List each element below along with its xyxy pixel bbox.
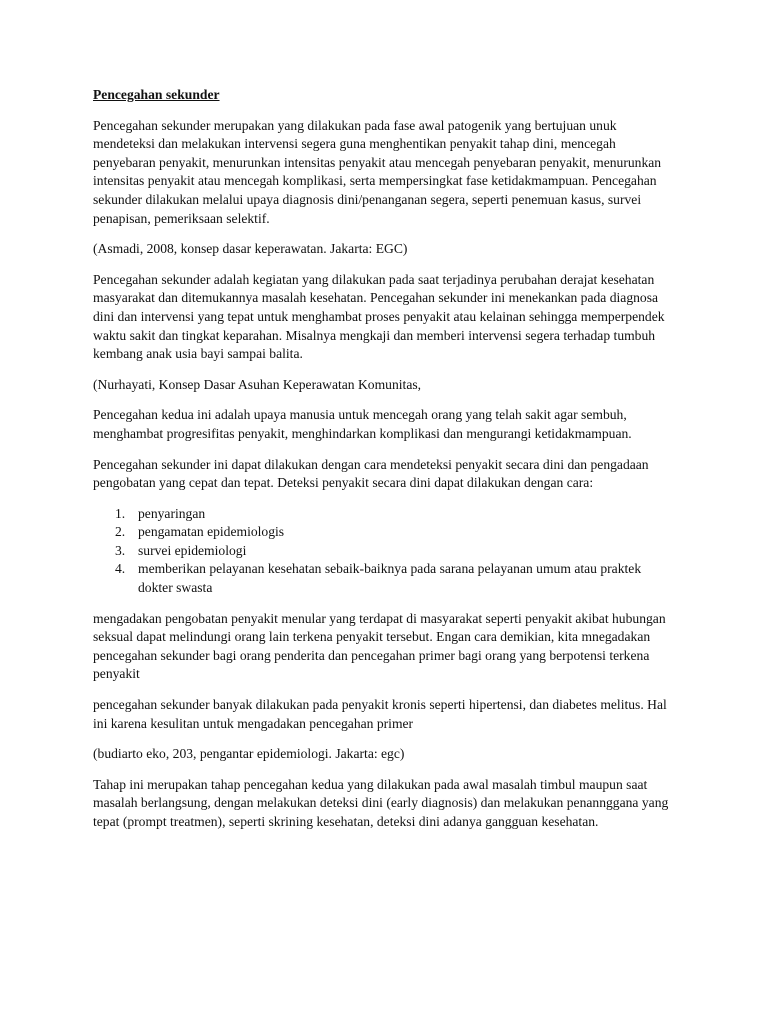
list-item-text: penyaringan (138, 505, 206, 521)
paragraph-7: Tahap ini merupakan tahap pencegahan kedua yang dilakukan pada awal masalah timbul maupun saat masalah berlangsung, dengan melakukan deteksi dini (early diagnosis) dan melakukan penannggana yang tepat (prompt treatmen), seperti skrining kesehatan, deteksi dini adanya gangguan kesehatan. (93, 776, 669, 829)
list-item (93, 560, 679, 597)
list-item-number: 3. (115, 542, 126, 558)
citation-2: (Nurhayati, Konsep Dasar Asuhan Keperawatan Komunitas, (93, 376, 422, 392)
list-item-number: 4. (115, 561, 126, 577)
citation-3: (budiarto eko, 203, pengantar epidemiologi. Jakarta: egc) (93, 746, 405, 762)
list-item-number: 1. (115, 505, 126, 521)
list-item-text: survei epidemiologi (138, 542, 247, 558)
document-heading: Pencegahan sekunder (93, 87, 220, 102)
paragraph-2: Pencegahan sekunder adalah kegiatan yang dilakukan pada saat terjadinya perubahan derajat kesehatan masyarakat dan ditemukannya masalah kesehatan. Pencegahan sekunder ini menekankan pada diagnosa dini dan intervensi yang tepat untuk menghambat proses penyakit atau kelainan sehingga memperpendek waktu sakit dan tingkat keparahan. Misalnya mengkaji dan memberi intervensi segera terhadap tumbuh kembang anak usia bayi sampai balita. (93, 271, 665, 362)
list-item (93, 542, 679, 561)
detection-method-list (93, 505, 679, 598)
citation-1: (Asmadi, 2008, konsep dasar keperawatan. Jakarta: EGC) (93, 241, 408, 257)
list-item (93, 523, 679, 542)
list-item-text: memberikan pelayanan kesehatan sebaik-baiknya pada sarana pelayanan umum atau praktek dokter swasta (138, 561, 642, 596)
list-item-number: 2. (115, 524, 126, 540)
paragraph-5: mengadakan pengobatan penyakit menular yang terdapat di masyarakat seperti penyakit akibat hubungan seksual dapat melindungi orang lain terkena penyakit tersebut. Engan cara demikian, kita mnegadakan pencegahan sekunder bagi orang penderita dan pencegahan primer bagi orang yang berpotensi terkena penyakit (93, 610, 666, 682)
document-page (93, 86, 679, 844)
list-item-text: pengamatan epidemiologis (138, 524, 285, 540)
paragraph-4: Pencegahan sekunder ini dapat dilakukan dengan cara mendeteksi penyakit secara dini dan pengadaan pengobatan yang cepat dan tepat. Deteksi penyakit secara dini dapat dilakukan dengan cara: (93, 456, 649, 491)
paragraph-3: Pencegahan kedua ini adalah upaya manusia untuk mencegah orang yang telah sakit agar sembuh, menghambat progresifitas penyakit, menghindarkan komplikasi dan mengurangi ketidakmampuan. (93, 407, 632, 441)
paragraph-1: Pencegahan sekunder merupakan yang dilakukan pada fase awal patogenik yang bertujuan unuk mendeteksi dan melakukan intervensi segera guna menghentikan penyakit tahap dini, mencegah penyebaran penyakit, menurunkan intensitas penyakit atau mencegah penyebaran penyakit, menurunkan intensitas penyakit atau mencegah komplikasi, serta mempersingkat fase ketidakmampuan. Pencegahan sekunder dilakukan melalui upaya diagnosis dini/penanganan segera, seperti penemuan kasus, survei penapisan, pemeriksaan selektif. (93, 117, 662, 226)
list-item (93, 505, 679, 524)
paragraph-6: pencegahan sekunder banyak dilakukan pada penyakit kronis seperti hipertensi, dan diabetes melitus. Hal ini karena kesulitan untuk mengadakan pencegahan primer (93, 697, 667, 731)
